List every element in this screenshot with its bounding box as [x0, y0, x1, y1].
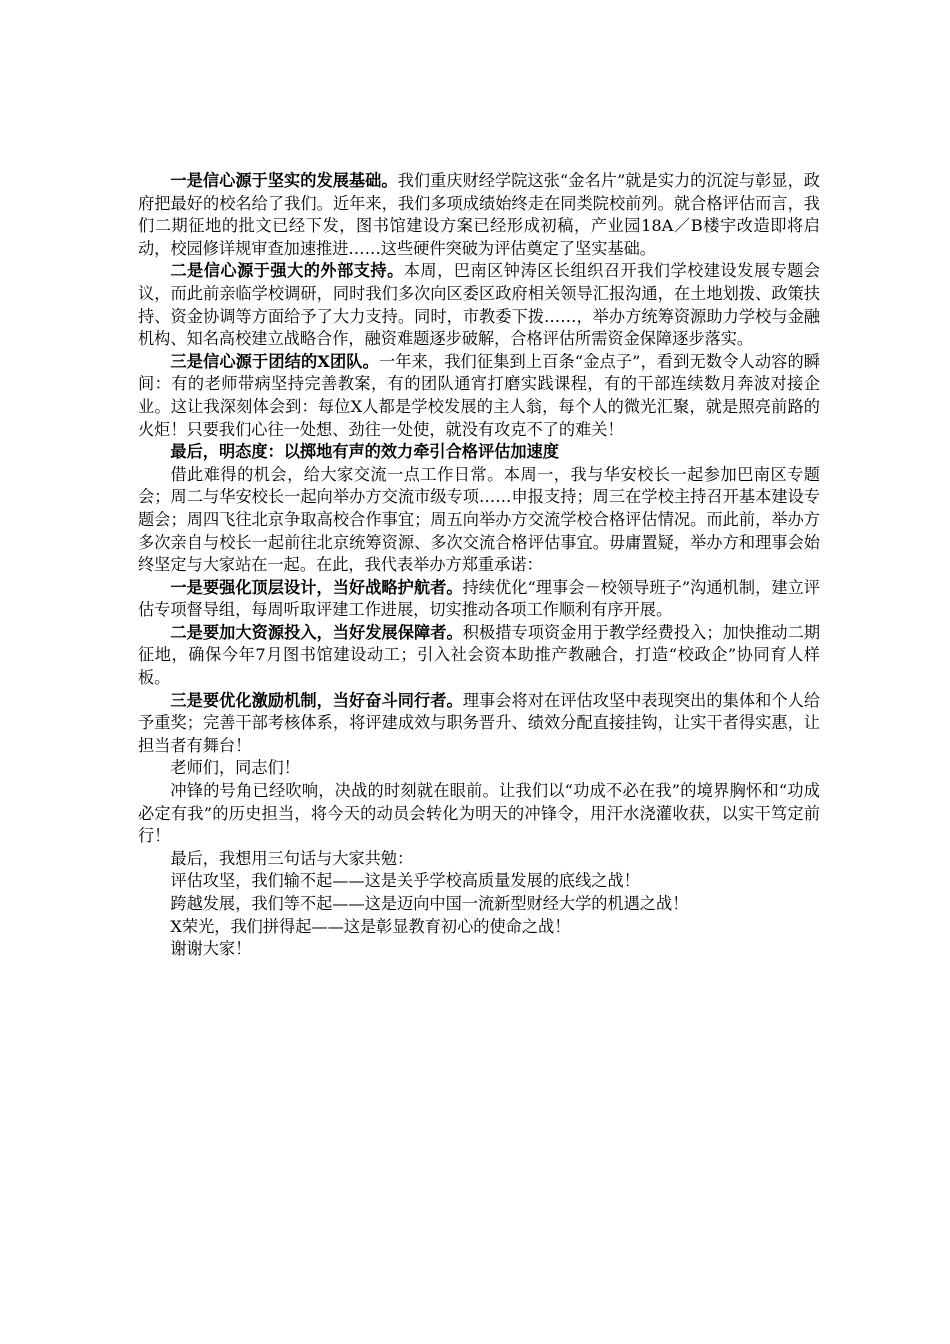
paragraph [138, 577, 820, 622]
paragraph-lead: 三是信心源于团结的X团队。 [170, 351, 379, 371]
paragraph [138, 916, 820, 939]
document-body [138, 170, 820, 961]
paragraph-lead: 一是要强化顶层设计，当好战略护航者。 [170, 577, 463, 597]
paragraph-text: 本周，巴南区钟涛区长组织召开我们学校建设发展专题会议，而此前亲临学校调研，同时我们多次向区委区政府相关领导汇报沟通，在土地划拨、政策扶持、资金协调等方面给予了大力支持。同时，市教委下拨……，举办方统筹资源助力学校与金融机构、知名高校建立战略合作，融资难题逐步破解，合格评估所需资金保障逐步落实。 [138, 261, 821, 349]
paragraph-text: 一年来，我们征集到上百条“金点子”，看到无数令人动容的瞬间：有的老师带病坚持完善教案，有的团队通宵打磨实践课程，有的干部连续数月奔波对接企业。这让我深刻体会到：每位X人都是学校发展的主人翁，每个人的微光汇聚，就是照亮前路的火炬！只要我们心往一处想、劲往一处使，就没有攻克不了的难关！ [138, 351, 820, 439]
paragraph-text: 冲锋的号角已经吹响，决战的时刻就在眼前。让我们以“功成不必在我”的境界胸怀和“功成必定有我”的历史担当，将今天的动员会转化为明天的冲锋令，用汗水浇灌收获，以实干笃定前行！ [138, 781, 820, 846]
paragraph-text: 理事会将对在评估攻坚中表现突出的集体和个人给予重奖；完善干部考核体系，将评建成效与职务晋升、绩效分配直接挂钩，让实干者得实惠，让担当者有舞台！ [138, 690, 821, 755]
paragraph [138, 757, 820, 780]
paragraph-lead: 一是信心源于坚实的发展基础。 [170, 171, 398, 190]
paragraph [138, 464, 820, 577]
paragraph-text: 我们重庆财经学院这张“金名片”就是实力的沉淀与彰显，政府把最好的校名给了我们。近年来，我们多项成绩始终走在同类院校前列。就合格评估而言，我们二期征地的批文已经下发，图书馆建设方案已经形成初稿，产业园18A／B楼宇改造即将启动，校园修详规审查加速推进……这些硬件突破为评估奠定了坚实基础。 [138, 171, 820, 258]
paragraph [138, 170, 820, 260]
paragraph-text: 评估攻坚，我们输不起——这是关乎学校高质量发展的底线之战！ [170, 871, 640, 891]
paragraph [138, 690, 820, 758]
paragraph-text: 持续优化“理事会－校领导班子”沟通机制，建立评估专项督导组，每周听取评建工作进展，切实推动各项工作顺利有序开展。 [138, 577, 820, 620]
paragraph [138, 260, 820, 350]
paragraph-text: 跨越发展，我们等不起——这是迈向中国一流新型财经大学的机遇之战！ [170, 894, 689, 913]
paragraph [138, 938, 820, 961]
paragraph-text: 老师们，同志们！ [170, 758, 300, 778]
paragraph-text: 借此难得的机会，给大家交流一点工作日常。本周一，我与华安校长一起参加巴南区专题会；周二与华安校长一起向举办方交流市级专项……申报支持；周三在学校主持召开基本建设专题会；周四飞往北京争取高校合作事宜；周五向举办方交流学校合格评估情况。而此前，举办方多次亲自与校长一起前往北京统筹资源、多次交流合格评估事宜。毋庸置疑，举办方和理事会始终坚定与大家站在一起。在此，我代表举办方郑重承诺： [138, 464, 820, 575]
paragraph-text: 谢谢大家！ [170, 939, 252, 959]
paragraph [138, 870, 820, 893]
paragraph [138, 893, 820, 916]
paragraph-lead: 三是要优化激励机制，当好奋斗同行者。 [170, 690, 463, 710]
paragraph [138, 780, 820, 848]
paragraph-text: X荣光，我们拼得起——这是彰显教育初心的使命之战！ [170, 916, 571, 936]
paragraph-lead: 最后，明态度：以掷地有声的效力牵引合格评估加速度 [170, 442, 559, 462]
section-heading [138, 441, 820, 464]
paragraph-text: 最后，我想用三句话与大家共勉： [170, 848, 414, 868]
paragraph-text: 积极措专项资金用于教学经费投入；加快推动二期征地，确保今年7月图书馆建设动工；引入社会资本助推产教融合，打造“校政企”协同育人样板。 [138, 622, 821, 688]
paragraph [138, 622, 820, 690]
paragraph-lead: 二是信心源于强大的外部支持。 [170, 261, 404, 281]
paragraph [138, 351, 820, 441]
paragraph-lead: 二是要加大资源投入，当好发展保障者。 [170, 622, 463, 642]
paragraph [138, 848, 820, 871]
